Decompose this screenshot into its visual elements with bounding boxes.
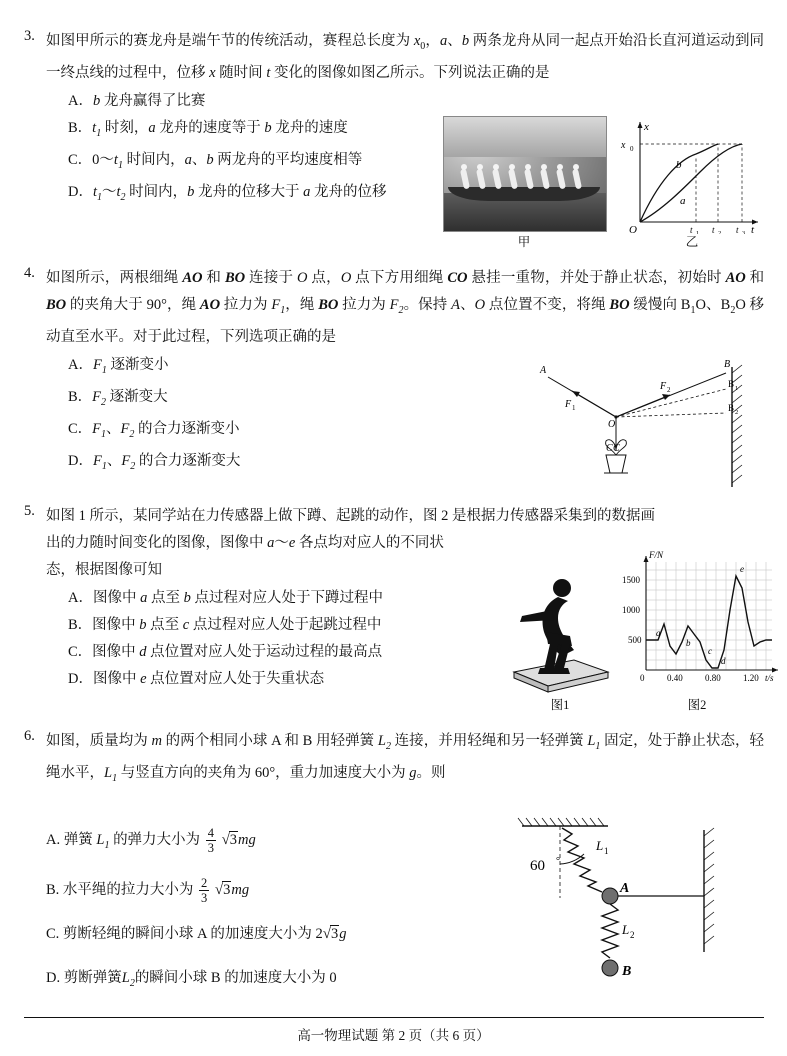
displacement-time-graph bbox=[620, 114, 764, 234]
figure-caption-yi: 乙 bbox=[685, 235, 699, 249]
question-6-options bbox=[46, 818, 476, 1006]
svg-text:B: B bbox=[728, 379, 735, 389]
svg-text:b: b bbox=[686, 638, 691, 648]
svg-text:O: O bbox=[608, 419, 616, 430]
svg-text:0: 0 bbox=[640, 673, 645, 683]
crouching-person-figure bbox=[500, 560, 620, 695]
question-3-option-c: C．$0\sim t_1$ 时间内，a、b 两龙舟的平均速度相等 bbox=[68, 151, 363, 171]
svg-text:2: 2 bbox=[667, 386, 671, 394]
figure-caption-jia: 甲 bbox=[517, 235, 531, 249]
svg-text:e: e bbox=[740, 564, 744, 574]
figure-caption-1: 图1 bbox=[550, 698, 570, 712]
svg-text:500: 500 bbox=[628, 635, 642, 645]
svg-text:O: O bbox=[629, 224, 637, 234]
question-6-stem: 如图，质量均为 m 的两个相同小球 A 和 B 用轻弹簧 $L_2$ 连接，并用轻绳和另一轻弹簧 $L_1$ 固定，处于静止状态，轻绳水平，$L_1$ 与竖直方向的夹角为 60°，重力加速度大小为 g。则 bbox=[46, 733, 765, 784]
ropes-force-diagram bbox=[520, 355, 770, 495]
svg-text:1000: 1000 bbox=[622, 605, 640, 615]
figure-caption-2: 图2 bbox=[687, 698, 707, 712]
svg-text:a: a bbox=[656, 628, 661, 638]
svg-text:A: A bbox=[540, 365, 547, 376]
svg-text:60: 60 bbox=[530, 858, 545, 874]
question-4-option-d: D．$F_1$、$F_2$ 的合力逐渐变大 bbox=[68, 452, 241, 472]
question-6-number: 6. bbox=[24, 728, 35, 744]
svg-text:1: 1 bbox=[696, 230, 700, 234]
springs-balls-diagram bbox=[500, 812, 760, 1002]
svg-text:L: L bbox=[622, 922, 630, 937]
svg-text:1: 1 bbox=[604, 846, 609, 856]
svg-text:B: B bbox=[724, 359, 731, 370]
svg-text:2: 2 bbox=[630, 930, 635, 940]
question-6-option-b: B. 水平绳的拉力大小为 $\frac{2}{3}$ √3mg bbox=[46, 876, 250, 906]
question-4-stem: 如图所示，两根细绳 AO 和 BO 连接于 O 点，O 点下方用细绳 CO 悬挂一重物，并处于静止状态，初始时 AO 和 BO 的夹角大于 90°，绳 AO 拉力为 $F_1$，绳 BO 拉力为 $F_2$。保持 A、O 点位置不变，将绳 BO 缓慢向 $B_1O$、$B_2O$ 移动直至水平。对于此过程，下列选项正确的是 bbox=[46, 270, 765, 345]
svg-text:B: B bbox=[622, 964, 632, 979]
svg-text:F: F bbox=[660, 381, 667, 392]
svg-text:0.40: 0.40 bbox=[667, 673, 683, 683]
question-3-stem: 如图甲所示的赛龙舟是端午节的传统活动，赛程总长度为 $x_0$，a、b 两条龙舟从同一起点开始沿长直河道运动到同一终点线的过程中，位移 x 随时间 t 变化的图像如图乙所示。下列说法正确的是 bbox=[46, 33, 765, 81]
question-5-number: 5. bbox=[24, 503, 35, 519]
question-4-number: 4. bbox=[24, 265, 35, 281]
svg-text:1500: 1500 bbox=[622, 575, 640, 585]
question-3-option-d: D．$t_1\sim t_2$ 时间内，b 龙舟的位移大于 a 龙舟的位移 bbox=[68, 183, 387, 203]
question-6 bbox=[24, 728, 764, 792]
question-5-option-a: A．图像中 a 点至 b 点过程对应人处于下蹲过程中 bbox=[68, 590, 383, 606]
question-3-option-a: A．b 龙舟赢得了比赛 bbox=[68, 92, 206, 109]
svg-text:0.80: 0.80 bbox=[705, 673, 721, 683]
svg-text:B: B bbox=[728, 403, 735, 413]
dragon-boat-photo bbox=[443, 116, 607, 232]
svg-text:t: t bbox=[736, 225, 739, 234]
svg-text:c: c bbox=[708, 646, 712, 656]
question-3-option-b: B．$t_1$ 时刻，a 龙舟的速度等于 b 龙舟的速度 bbox=[68, 119, 348, 139]
svg-text:t: t bbox=[751, 224, 755, 234]
svg-text:x: x bbox=[644, 121, 649, 133]
svg-text:F: F bbox=[565, 399, 572, 410]
question-5-option-b: B．图像中 b 点至 c 点过程对应人处于起跳过程中 bbox=[68, 617, 382, 633]
svg-text:b: b bbox=[676, 159, 682, 171]
question-5-option-d: D．图像中 e 点位置对应人处于失重状态 bbox=[68, 671, 325, 687]
svg-text:0: 0 bbox=[630, 145, 634, 153]
svg-text:x: x bbox=[621, 140, 626, 151]
svg-text:L: L bbox=[596, 838, 604, 853]
question-4-option-b: B．$F_2$ 逐渐变大 bbox=[68, 388, 168, 408]
question-4-option-a: A．$F_1$ 逐渐变小 bbox=[68, 356, 169, 376]
svg-text:2: 2 bbox=[735, 409, 739, 416]
svg-text:°: ° bbox=[556, 856, 560, 867]
svg-text:2: 2 bbox=[718, 230, 722, 234]
page-footer: 高一物理试题 第 2 页（共 6 页） bbox=[297, 1028, 490, 1043]
question-6-option-a: A. 弹簧 $L_1$ 的弹力大小为 $\frac{4}{3}$ √3mg bbox=[46, 826, 256, 856]
question-6-option-d: D. 剪断弹簧$L_2$的瞬间小球 B 的加速度大小为 0 bbox=[46, 969, 337, 989]
question-5-option-c: C．图像中 d 点位置对应人处于运动过程的最高点 bbox=[68, 644, 383, 660]
force-time-graph bbox=[612, 550, 782, 695]
footer-divider bbox=[24, 1017, 764, 1018]
svg-text:t: t bbox=[712, 225, 715, 234]
question-6-option-c: C. 剪断轻绳的瞬间小球 A 的加速度大小为 2√3g bbox=[46, 925, 347, 942]
question-3-number: 3. bbox=[24, 28, 35, 44]
svg-text:1: 1 bbox=[572, 404, 576, 412]
question-5-stem: 如图 1 所示，某同学站在力传感器上做下蹲、起跳的动作，图 2 是根据力传感器采集到的数据画 出的力随时间变化的图像，图像中 a～e 各点均对应人的不同状 态，根据图像可知 bbox=[46, 508, 655, 578]
svg-text:F/N: F/N bbox=[649, 550, 664, 560]
question-4-option-c: C．$F_1$、$F_2$ 的合力逐渐变小 bbox=[68, 420, 240, 440]
svg-text:C: C bbox=[606, 443, 613, 454]
svg-text:t: t bbox=[690, 225, 693, 234]
svg-text:1.20: 1.20 bbox=[743, 673, 759, 683]
svg-text:A: A bbox=[620, 881, 630, 896]
svg-text:t/s: t/s bbox=[765, 673, 774, 683]
svg-text:d: d bbox=[721, 656, 726, 666]
svg-text:3: 3 bbox=[742, 230, 746, 234]
svg-text:a: a bbox=[680, 195, 686, 207]
svg-text:C: C bbox=[613, 443, 620, 454]
svg-text:1: 1 bbox=[735, 385, 739, 392]
